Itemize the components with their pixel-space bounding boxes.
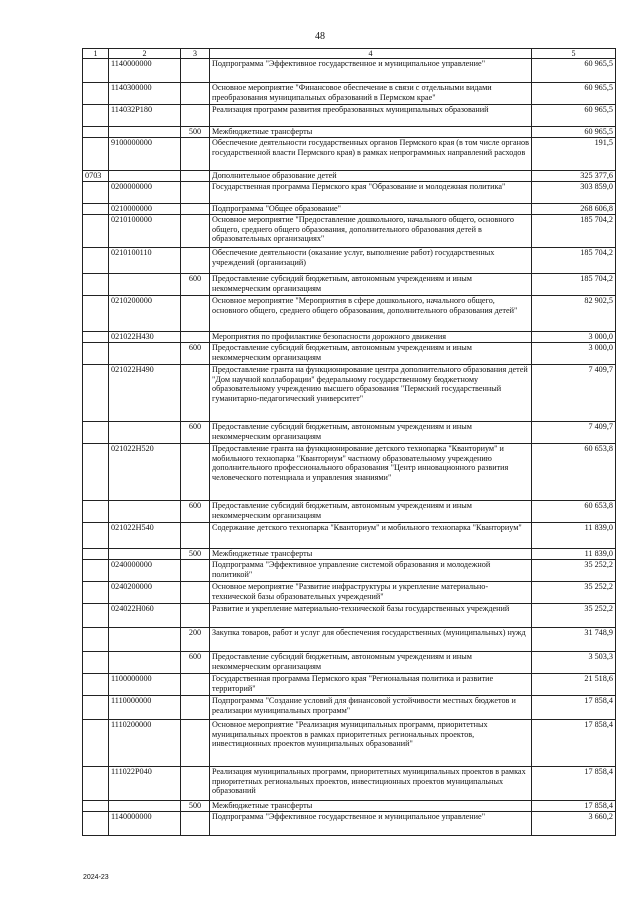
section-cell <box>83 501 109 523</box>
table-row <box>83 138 616 171</box>
section-cell <box>83 343 109 365</box>
table-row <box>83 59 616 83</box>
section-cell <box>83 105 109 127</box>
target-code-cell <box>109 501 181 523</box>
table-row <box>83 444 616 501</box>
table-row <box>83 652 616 674</box>
table-row <box>83 332 616 343</box>
expense-type-cell <box>181 105 210 127</box>
table-row <box>83 523 616 549</box>
target-code-cell <box>109 652 181 674</box>
amount-cell: 11 839,0 <box>532 549 616 560</box>
item-name-cell: Подпрограмма "Создание условий для финансовой устойчивости местных бюджетов и реализации муниципальных программ" <box>210 696 532 720</box>
amount-cell: 60 965,5 <box>532 105 616 127</box>
target-code-cell: 0200000000 <box>109 182 181 204</box>
section-cell <box>83 674 109 696</box>
amount-cell: 17 858,4 <box>532 801 616 812</box>
amount-cell: 11 839,0 <box>532 523 616 549</box>
section-cell <box>83 182 109 204</box>
item-name-cell: Содержание детского технопарка "Кванториум" и мобильного технопарка "Кванториум" <box>210 523 532 549</box>
expense-type-cell <box>181 767 210 801</box>
section-cell <box>83 248 109 274</box>
amount-cell: 7 409,7 <box>532 365 616 422</box>
amount-cell: 35 252,2 <box>532 604 616 628</box>
amount-cell: 268 606,8 <box>532 204 616 215</box>
item-name-cell: Подпрограмма "Общее образование" <box>210 204 532 215</box>
amount-cell: 3 000,0 <box>532 332 616 343</box>
table-row <box>83 204 616 215</box>
section-cell <box>83 332 109 343</box>
item-name-cell: Межбюджетные трансферты <box>210 549 532 560</box>
item-name-cell: Основное мероприятие "Финансовое обеспечение в связи с отдельными видами преобразования муниципальных образований в Пермском крае" <box>210 83 532 105</box>
target-code-cell: 1110000000 <box>109 696 181 720</box>
target-code-cell <box>109 422 181 444</box>
amount-cell: 60 965,5 <box>532 83 616 105</box>
item-name-cell: Государственная программа Пермского края "Региональная политика и развитие территорий" <box>210 674 532 696</box>
amount-cell: 35 252,2 <box>532 582 616 604</box>
item-name-cell: Реализация муниципальных программ, приоритетных муниципальных проектов в рамках приоритетных региональных проектов, инвестиционных проектов муниципальных образований <box>210 767 532 801</box>
target-code-cell: 114032Р180 <box>109 105 181 127</box>
expense-type-cell <box>181 812 210 836</box>
table-row <box>83 696 616 720</box>
item-name-cell: Межбюджетные трансферты <box>210 801 532 812</box>
section-cell <box>83 215 109 248</box>
table-row <box>83 127 616 138</box>
section-cell <box>83 138 109 171</box>
item-name-cell: Подпрограмма "Эффективное государственное и муниципальное управление" <box>210 59 532 83</box>
target-code-cell <box>109 549 181 560</box>
target-code-cell: 0210100110 <box>109 248 181 274</box>
section-cell <box>83 365 109 422</box>
section-cell: 0703 <box>83 171 109 182</box>
amount-cell: 3 660,2 <box>532 812 616 836</box>
table-row <box>83 274 616 296</box>
item-name-cell: Подпрограмма "Эффективное управление системой образования и молодежной политикой" <box>210 560 532 582</box>
section-cell <box>83 767 109 801</box>
expense-type-cell <box>181 560 210 582</box>
expense-type-cell <box>181 523 210 549</box>
target-code-cell: 0240200000 <box>109 582 181 604</box>
table-row <box>83 296 616 332</box>
section-cell <box>83 560 109 582</box>
expense-type-cell <box>181 215 210 248</box>
target-code-cell: 1100000000 <box>109 674 181 696</box>
target-code-cell: 021022Н520 <box>109 444 181 501</box>
column-number-1: 1 <box>83 49 109 59</box>
section-cell <box>83 801 109 812</box>
target-code-cell: 1140000000 <box>109 812 181 836</box>
amount-cell: 31 748,9 <box>532 628 616 652</box>
expense-type-cell <box>181 332 210 343</box>
document-code: 2024-23 <box>83 874 109 881</box>
column-number-row <box>83 49 616 59</box>
item-name-cell: Развитие и укрепление материально-технической базы государственных учреждений <box>210 604 532 628</box>
expense-type-cell <box>181 171 210 182</box>
table-row <box>83 215 616 248</box>
table-row <box>83 171 616 182</box>
expense-type-cell <box>181 59 210 83</box>
target-code-cell <box>109 171 181 182</box>
target-code-cell <box>109 801 181 812</box>
expense-type-cell <box>181 296 210 332</box>
table-row <box>83 767 616 801</box>
amount-cell: 82 902,5 <box>532 296 616 332</box>
expense-type-cell: 200 <box>181 628 210 652</box>
item-name-cell: Предоставление субсидий бюджетным, автономным учреждениям и иным некоммерческим организациям <box>210 343 532 365</box>
expense-type-cell: 600 <box>181 274 210 296</box>
amount-cell: 191,5 <box>532 138 616 171</box>
table-row <box>83 422 616 444</box>
table-row <box>83 560 616 582</box>
table-row <box>83 604 616 628</box>
item-name-cell: Реализация программ развития преобразованных муниципальных образований <box>210 105 532 127</box>
expense-type-cell <box>181 83 210 105</box>
amount-cell: 185 704,2 <box>532 274 616 296</box>
table-row <box>83 801 616 812</box>
section-cell <box>83 812 109 836</box>
budget-table <box>82 48 616 836</box>
expense-type-cell <box>181 204 210 215</box>
expense-type-cell: 600 <box>181 422 210 444</box>
item-name-cell: Основное мероприятие "Предоставление дошкольного, начального общего, основного общего, среднего общего образования, дополнительного образования детей в образовательных организациях" <box>210 215 532 248</box>
section-cell <box>83 628 109 652</box>
expense-type-cell: 600 <box>181 343 210 365</box>
expense-type-cell <box>181 604 210 628</box>
section-cell <box>83 59 109 83</box>
column-number-3: 3 <box>181 49 210 59</box>
table-row <box>83 182 616 204</box>
page-number: 48 <box>315 31 325 42</box>
target-code-cell: 021022Н540 <box>109 523 181 549</box>
target-code-cell: 0210200000 <box>109 296 181 332</box>
amount-cell: 325 377,6 <box>532 171 616 182</box>
amount-cell: 3 000,0 <box>532 343 616 365</box>
section-cell <box>83 274 109 296</box>
amount-cell: 17 858,4 <box>532 696 616 720</box>
table-row <box>83 343 616 365</box>
item-name-cell: Основное мероприятие "Развитие инфраструктуры и укрепление материально-технической базы образовательных учреждений" <box>210 582 532 604</box>
target-code-cell: 021022Н490 <box>109 365 181 422</box>
expense-type-cell <box>181 138 210 171</box>
expense-type-cell <box>181 248 210 274</box>
item-name-cell: Предоставление субсидий бюджетным, автономным учреждениям и иным некоммерческим организациям <box>210 274 532 296</box>
expense-type-cell <box>181 444 210 501</box>
column-number-4: 4 <box>210 49 532 59</box>
amount-cell: 185 704,2 <box>532 215 616 248</box>
table-row <box>83 83 616 105</box>
amount-cell: 3 503,3 <box>532 652 616 674</box>
target-code-cell: 9100000000 <box>109 138 181 171</box>
table-row <box>83 248 616 274</box>
expense-type-cell <box>181 582 210 604</box>
target-code-cell: 1110200000 <box>109 720 181 767</box>
amount-cell: 7 409,7 <box>532 422 616 444</box>
amount-cell: 35 252,2 <box>532 560 616 582</box>
table-row <box>83 674 616 696</box>
expense-type-cell <box>181 696 210 720</box>
section-cell <box>83 604 109 628</box>
item-name-cell: Мероприятия по профилактике безопасности дорожного движения <box>210 332 532 343</box>
table-row <box>83 582 616 604</box>
item-name-cell: Дополнительное образование детей <box>210 171 532 182</box>
table-row <box>83 720 616 767</box>
target-code-cell: 0210000000 <box>109 204 181 215</box>
section-cell <box>83 720 109 767</box>
section-cell <box>83 549 109 560</box>
target-code-cell: 1140000000 <box>109 59 181 83</box>
item-name-cell: Обеспечение деятельности государственных органов Пермского края (в том числе органов государственной власти Пермского края) в рамках непрограммных направлений расходов <box>210 138 532 171</box>
amount-cell: 303 859,0 <box>532 182 616 204</box>
item-name-cell: Предоставление гранта на функционирование центра дополнительного образования детей "Дом научной коллаборации" федеральному государственному бюджетному образовательному учреждению высшего образования "Пермский государственный гуманитарно-педагогический университет" <box>210 365 532 422</box>
amount-cell: 21 518,6 <box>532 674 616 696</box>
section-cell <box>83 127 109 138</box>
amount-cell: 17 858,4 <box>532 767 616 801</box>
section-cell <box>83 652 109 674</box>
target-code-cell: 024022Н060 <box>109 604 181 628</box>
item-name-cell: Предоставление гранта на функционирование детского технопарка "Кванториум" и мобильного технопарка "Кванториум" частному образовательному учреждению дополнительного профессионального образования "Центр инновационного развития человеческого потенциала и управления знаниями" <box>210 444 532 501</box>
expense-type-cell: 500 <box>181 127 210 138</box>
column-number-5: 5 <box>532 49 616 59</box>
item-name-cell: Межбюджетные трансферты <box>210 127 532 138</box>
section-cell <box>83 444 109 501</box>
amount-cell: 17 858,4 <box>532 720 616 767</box>
item-name-cell: Предоставление субсидий бюджетным, автономным учреждениям и иным некоммерческим организациям <box>210 501 532 523</box>
amount-cell: 60 965,5 <box>532 127 616 138</box>
target-code-cell: 0210100000 <box>109 215 181 248</box>
target-code-cell: 1140300000 <box>109 83 181 105</box>
item-name-cell: Предоставление субсидий бюджетным, автономным учреждениям и иным некоммерческим организациям <box>210 422 532 444</box>
item-name-cell: Основное мероприятие "Мероприятия в сфере дошкольного, начального общего, основного общего, среднего общего образования, дополнительного образования детей" <box>210 296 532 332</box>
expense-type-cell: 500 <box>181 801 210 812</box>
item-name-cell: Закупка товаров, работ и услуг для обеспечения государственных (муниципальных) нужд <box>210 628 532 652</box>
target-code-cell <box>109 274 181 296</box>
amount-cell: 60 653,8 <box>532 444 616 501</box>
target-code-cell: 111022Р040 <box>109 767 181 801</box>
table-row <box>83 501 616 523</box>
section-cell <box>83 83 109 105</box>
item-name-cell: Подпрограмма "Эффективное государственное и муниципальное управление" <box>210 812 532 836</box>
amount-cell: 185 704,2 <box>532 248 616 274</box>
expense-type-cell: 500 <box>181 549 210 560</box>
item-name-cell: Государственная программа Пермского края "Образование и молодежная политика" <box>210 182 532 204</box>
section-cell <box>83 523 109 549</box>
table-row <box>83 628 616 652</box>
section-cell <box>83 422 109 444</box>
target-code-cell <box>109 343 181 365</box>
table-row <box>83 812 616 836</box>
expense-type-cell <box>181 365 210 422</box>
target-code-cell: 021022Н430 <box>109 332 181 343</box>
expense-type-cell <box>181 182 210 204</box>
expense-type-cell: 600 <box>181 652 210 674</box>
item-name-cell: Обеспечение деятельности (оказание услуг, выполнение работ) государственных учреждений (организаций) <box>210 248 532 274</box>
expense-type-cell <box>181 674 210 696</box>
section-cell <box>83 582 109 604</box>
section-cell <box>83 204 109 215</box>
target-code-cell: 0240000000 <box>109 560 181 582</box>
section-cell <box>83 696 109 720</box>
table-row <box>83 365 616 422</box>
section-cell <box>83 296 109 332</box>
item-name-cell: Основное мероприятие "Реализация муниципальных программ, приоритетных муниципальных проектов в рамках приоритетных региональных проектов, инвестиционных проектов муниципальных образований" <box>210 720 532 767</box>
target-code-cell <box>109 127 181 138</box>
item-name-cell: Предоставление субсидий бюджетным, автономным учреждениям и иным некоммерческим организациям <box>210 652 532 674</box>
table-row <box>83 105 616 127</box>
column-number-2: 2 <box>109 49 181 59</box>
table-row <box>83 549 616 560</box>
expense-type-cell: 600 <box>181 501 210 523</box>
amount-cell: 60 653,8 <box>532 501 616 523</box>
expense-type-cell <box>181 720 210 767</box>
target-code-cell <box>109 628 181 652</box>
amount-cell: 60 965,5 <box>532 59 616 83</box>
